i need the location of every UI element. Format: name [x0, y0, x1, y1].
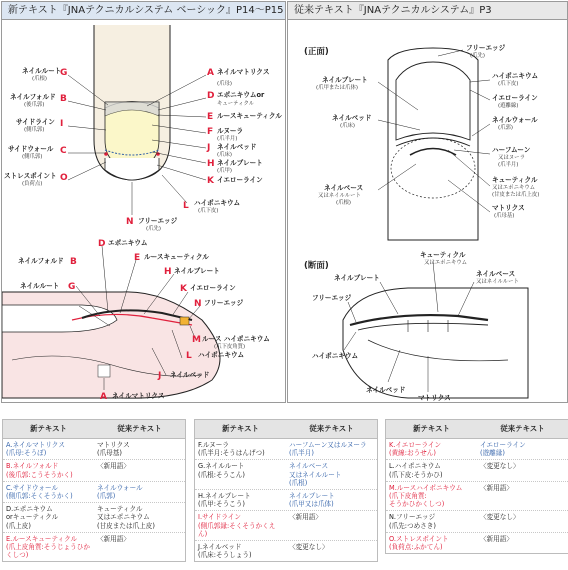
table-header — [3, 420, 185, 439]
svg-text:フリーエッジ: フリーエッジ — [204, 299, 244, 307]
top-label-h — [207, 158, 263, 174]
new-text-column-header: 新テキスト — [222, 424, 259, 433]
new-term-cell: M.ルースハイポニキウム (爪下皮角質: そうかひかくしつ) — [389, 483, 463, 509]
svg-text:ネイルベッド: ネイルベッド — [332, 114, 372, 122]
svg-text:マトリクス: マトリクス — [418, 394, 451, 402]
svg-text:K: K — [180, 284, 187, 294]
old-text-column-header: 従来テキスト — [309, 424, 354, 433]
new-term-cell: N.フリーエッジ (爪先:つめさき) — [389, 513, 436, 530]
svg-text:J: J — [207, 143, 211, 153]
svg-text:エポニキウムor: エポニキウムor — [217, 91, 265, 99]
old-term-cell: 〈新用語〉 — [97, 462, 130, 471]
front-label-free-edge — [466, 43, 506, 59]
table-row — [386, 439, 568, 460]
svg-text:B: B — [70, 257, 77, 267]
old-term-cell: 〈変更なし〉 — [480, 513, 520, 522]
front-view-heading: (正面) — [304, 47, 329, 57]
svg-text:ネイルウォール: ネイルウォール — [492, 116, 538, 124]
svg-text:フリーエッジ: フリーエッジ — [466, 44, 506, 52]
svg-text:ハイポニキウム: ハイポニキウム — [194, 199, 241, 207]
old-term-cell: ネイルウォール (爪郭) — [97, 483, 143, 501]
svg-text:又はネイルルート: 又はネイルルート — [476, 279, 519, 285]
front-label-nail-bed — [332, 113, 371, 129]
svg-text:A: A — [100, 392, 107, 402]
new-text-panel — [1, 1, 286, 403]
svg-text:ルヌーラ: ルヌーラ — [217, 127, 244, 135]
svg-text:(爪下皮): (爪下皮) — [198, 208, 219, 214]
new-term-cell: E.ルースキューティクル (爪上皮角質:そうじょうひかくしつ) — [6, 534, 90, 560]
svg-text:ネイルプレート: ネイルプレート — [334, 274, 380, 282]
svg-text:F: F — [207, 127, 214, 137]
svg-text:ネイルベース: ネイルベース — [324, 184, 364, 192]
front-label-hyponychium — [492, 71, 538, 87]
svg-text:又はヌーラ: 又はヌーラ — [498, 155, 525, 161]
new-term-cell: K.イエローライン (黄線:おうせん) — [389, 441, 442, 458]
front-label-nail-base — [318, 183, 363, 206]
svg-text:D: D — [207, 91, 215, 101]
svg-text:L: L — [183, 201, 189, 211]
top-label-b — [10, 92, 67, 108]
table-row — [3, 482, 185, 503]
svg-text:H: H — [207, 159, 215, 169]
bottom-label-n — [194, 298, 244, 309]
svg-text:ネイルプレート: ネイルプレート — [174, 267, 220, 275]
table-row — [3, 460, 185, 481]
svg-text:E: E — [207, 112, 214, 122]
svg-text:(爪甲または爪体): (爪甲または爪体) — [316, 85, 358, 91]
top-label-f — [207, 127, 243, 142]
svg-text:ネイルマトリクス: ネイルマトリクス — [112, 392, 165, 400]
front-label-nail-plate — [316, 75, 368, 91]
svg-text:ハイポニキウム: ハイポニキウム — [312, 352, 359, 360]
svg-text:ネイルベッド: ネイルベッド — [217, 143, 257, 151]
svg-text:ネイルルート: ネイルルート — [22, 67, 62, 75]
old-term-cell: イエローライン (遊離縁) — [480, 441, 526, 458]
new-text-diagram — [2, 20, 285, 402]
svg-text:(爪先): (爪先) — [146, 226, 161, 232]
svg-text:(負荷点): (負荷点) — [22, 181, 43, 187]
svg-text:フリーエッジ: フリーエッジ — [138, 217, 178, 225]
table-row — [386, 533, 568, 553]
top-label-c — [8, 144, 67, 160]
table-row — [195, 490, 377, 511]
section-view-heading: (断面) — [304, 261, 329, 271]
top-label-l — [183, 198, 240, 214]
old-term-cell: 〈新用語〉 — [480, 534, 513, 543]
terminology-table-f-j — [194, 419, 378, 562]
old-term-cell: ハーフムーン又はルヌーラ (爪半月) — [289, 441, 367, 458]
new-term-cell: G.ネイルルート (爪根:そうこん) — [198, 462, 245, 479]
svg-text:イエローライン: イエローライン — [492, 94, 538, 102]
terminology-tables — [2, 419, 568, 569]
old-text-column-header: 従来テキスト — [500, 424, 545, 433]
bottom-label-h — [164, 266, 220, 277]
section-label-nail-plate — [334, 273, 380, 282]
svg-text:ハイポニキウム: ハイポニキウム — [492, 72, 539, 80]
front-label-half-moon — [492, 146, 531, 168]
svg-text:サイドウォール: サイドウォール — [8, 145, 54, 153]
svg-text:H: H — [164, 267, 172, 277]
svg-text:(爪先): (爪先) — [470, 53, 485, 59]
svg-text:ネイルプレート: ネイルプレート — [217, 159, 263, 167]
bottom-label-g — [20, 281, 75, 292]
top-label-o — [4, 171, 68, 187]
table-header — [195, 420, 377, 439]
section-label-matrix — [418, 393, 451, 402]
old-term-cell: マトリクス (爪母基) — [97, 441, 130, 458]
svg-text:G: G — [68, 282, 76, 292]
new-term-cell: J.ネイルベッド (爪床:そうしょう) — [198, 543, 252, 560]
old-term-cell: 〈変更なし〉 — [480, 462, 520, 471]
table-header — [386, 420, 568, 439]
svg-text:(爪下皮): (爪下皮) — [498, 81, 519, 87]
old-term-cell: ネイルプレート (爪甲又は爪体) — [289, 492, 335, 509]
new-term-cell: L.ハイポニキウム (爪下皮:そうかひ) — [389, 462, 443, 479]
svg-text:マトリクス: マトリクス — [492, 204, 525, 212]
svg-text:ルースキューティクル: ルースキューティクル — [144, 253, 209, 261]
svg-text:(爪根): (爪根) — [32, 76, 47, 82]
table-row — [195, 439, 377, 460]
new-term-cell: B.ネイルフォルド (後爪郭:こうそうかく) — [6, 462, 73, 479]
svg-text:G: G — [60, 68, 68, 78]
front-finger-outline — [388, 48, 478, 240]
table-row — [3, 533, 185, 562]
svg-text:(爪郭): (爪郭) — [498, 125, 513, 131]
front-label-matrix — [492, 203, 525, 219]
old-text-panel — [287, 1, 568, 403]
svg-text:キューティクル: キューティクル — [492, 176, 538, 184]
svg-text:N: N — [194, 299, 202, 309]
old-term-cell: 〈新用語〉 — [289, 513, 322, 522]
terminology-table-a-e — [2, 419, 186, 562]
svg-text:ネイルルート: ネイルルート — [20, 282, 60, 290]
svg-text:N: N — [126, 217, 134, 227]
section-label-free-edge — [312, 293, 352, 302]
old-term-cell: 〈変更なし〉 — [289, 543, 329, 552]
svg-text:(側爪郭): (側爪郭) — [24, 127, 45, 133]
svg-text:ルース ハイポニキウム: ルース ハイポニキウム — [202, 335, 270, 343]
svg-text:イエローライン: イエローライン — [190, 284, 236, 292]
svg-text:(爪甲): (爪甲) — [217, 168, 232, 174]
front-label-cuticle — [492, 175, 539, 198]
svg-text:ネイルフォルド: ネイルフォルド — [10, 93, 56, 101]
svg-text:M: M — [192, 335, 201, 345]
svg-text:ネイルベッド: ネイルベッド — [170, 371, 210, 379]
front-label-nail-wall — [492, 115, 538, 131]
svg-text:I: I — [60, 119, 64, 129]
section-label-nail-base — [476, 269, 519, 285]
svg-text:J: J — [158, 371, 162, 381]
old-text-panel-title: 従来テキスト『JNAテクニカルシステム』P3 — [288, 2, 567, 20]
top-label-j — [206, 142, 256, 158]
old-text-column-header: 従来テキスト — [117, 424, 162, 433]
svg-text:(爪半月): (爪半月) — [217, 136, 238, 142]
new-text-column-header: 新テキスト — [413, 424, 450, 433]
new-term-cell: A.ネイルマトリクス (爪母:そうぼ) — [6, 441, 65, 458]
old-term-cell: キューティクル 又はエポニキウム (甘皮または爪上皮) — [97, 505, 155, 530]
old-term-cell: 〈新用語〉 — [480, 483, 513, 492]
table-row — [3, 439, 185, 460]
front-label-yellow-line — [492, 93, 538, 109]
svg-text:ルースキューティクル: ルースキューティクル — [217, 112, 282, 120]
svg-text:A: A — [207, 68, 214, 78]
table-row — [195, 460, 377, 490]
svg-text:(側爪郭): (側爪郭) — [22, 154, 43, 160]
svg-text:ネイルプレート: ネイルプレート — [322, 76, 368, 84]
svg-text:イエローライン: イエローライン — [217, 176, 263, 184]
svg-text:(爪母): (爪母) — [217, 81, 232, 87]
svg-text:(遊離線): (遊離線) — [498, 103, 519, 109]
svg-text:(爪根): (爪根) — [336, 200, 351, 206]
new-term-cell: F.ルヌーラ (爪半月:そうはんげつ) — [198, 441, 265, 458]
svg-text:(爪下皮角質): (爪下皮角質) — [214, 344, 246, 350]
svg-text:K: K — [207, 176, 214, 186]
table-row — [386, 482, 568, 512]
svg-text:B: B — [60, 94, 67, 104]
svg-text:ストレスポイント: ストレスポイント — [4, 172, 57, 180]
bottom-label-k — [180, 283, 236, 294]
svg-text:(爪床): (爪床) — [217, 152, 232, 158]
top-label-k — [207, 175, 263, 186]
new-text-column-header: 新テキスト — [30, 424, 67, 433]
new-term-cell: I.サイドライン (側爪郭縁:そくそうかくえん) — [198, 513, 276, 538]
top-label-d — [207, 90, 265, 107]
svg-text:又はネイルルート: 又はネイルルート — [318, 193, 361, 199]
bottom-label-b — [18, 256, 77, 267]
svg-text:(爪母基): (爪母基) — [494, 213, 515, 219]
svg-text:ハーフムーン: ハーフムーン — [492, 146, 531, 154]
section-label-cuticle — [420, 250, 467, 266]
finger-cross-section — [2, 292, 220, 398]
svg-text:(爪半月): (爪半月) — [498, 162, 519, 168]
svg-text:L: L — [186, 351, 192, 361]
svg-text:ネイルマトリクス: ネイルマトリクス — [217, 68, 270, 76]
svg-text:キューティクル: キューティクル — [420, 251, 466, 259]
svg-text:ネイルベース: ネイルベース — [476, 270, 516, 278]
table-row — [386, 511, 568, 532]
table-row — [195, 511, 377, 541]
svg-text:ハイポニキウム: ハイポニキウム — [198, 351, 245, 359]
old-term-cell: 〈新用語〉 — [97, 534, 130, 543]
finger-front-view — [94, 25, 170, 180]
top-label-e — [207, 111, 282, 122]
new-term-cell: C.サイドウォール (側爪郭:そくそうかく) — [6, 483, 73, 501]
new-term-cell: H.ネイルプレート (爪甲:そうこう) — [198, 492, 251, 509]
new-term-cell: D.エポニキウム orキューティクル (爪上皮) — [6, 505, 59, 530]
svg-text:(甘皮または爪上皮): (甘皮または爪上皮) — [492, 192, 540, 198]
bottom-label-d — [98, 238, 148, 249]
svg-text:エポニキウム: エポニキウム — [108, 239, 148, 247]
svg-text:又はエポニキウム: 又はエポニキウム — [424, 260, 468, 266]
svg-text:ネイルフォルド: ネイルフォルド — [18, 257, 64, 265]
top-label-g — [22, 66, 67, 82]
svg-text:(爪床): (爪床) — [340, 123, 355, 129]
table-row — [3, 503, 185, 533]
old-text-diagram — [288, 20, 567, 402]
table-row — [386, 460, 568, 481]
svg-text:C: C — [60, 146, 67, 156]
top-label-a — [207, 67, 269, 87]
section-finger-outline — [343, 288, 528, 398]
svg-text:E: E — [134, 253, 141, 263]
top-label-n — [126, 216, 178, 232]
svg-text:フリーエッジ: フリーエッジ — [312, 294, 352, 302]
terminology-table-k-o — [385, 419, 568, 554]
new-term-cell: O.ストレスポイント (負荷点:ふかてん) — [389, 534, 449, 552]
old-term-cell: ネイルベース 又はネイルルート (爪根) — [289, 462, 342, 487]
table-row — [195, 541, 377, 561]
svg-text:サイドライン: サイドライン — [16, 118, 55, 126]
svg-text:又はエポニキウム: 又はエポニキウム — [492, 185, 536, 191]
section-label-hyponychium — [312, 351, 358, 360]
svg-text:キューティクル: キューティクル — [217, 101, 255, 107]
svg-text:D: D — [98, 239, 106, 249]
section-label-nail-bed — [366, 385, 405, 394]
svg-text:ネイルベッド: ネイルベッド — [366, 386, 406, 394]
new-text-panel-title: 新テキスト『JNAテクニカルシステム ベーシック』P14〜P15 — [2, 2, 285, 20]
svg-text:(後爪郭): (後爪郭) — [24, 102, 45, 108]
svg-text:O: O — [60, 173, 68, 183]
bottom-label-e — [134, 252, 209, 263]
top-label-i — [16, 117, 63, 133]
